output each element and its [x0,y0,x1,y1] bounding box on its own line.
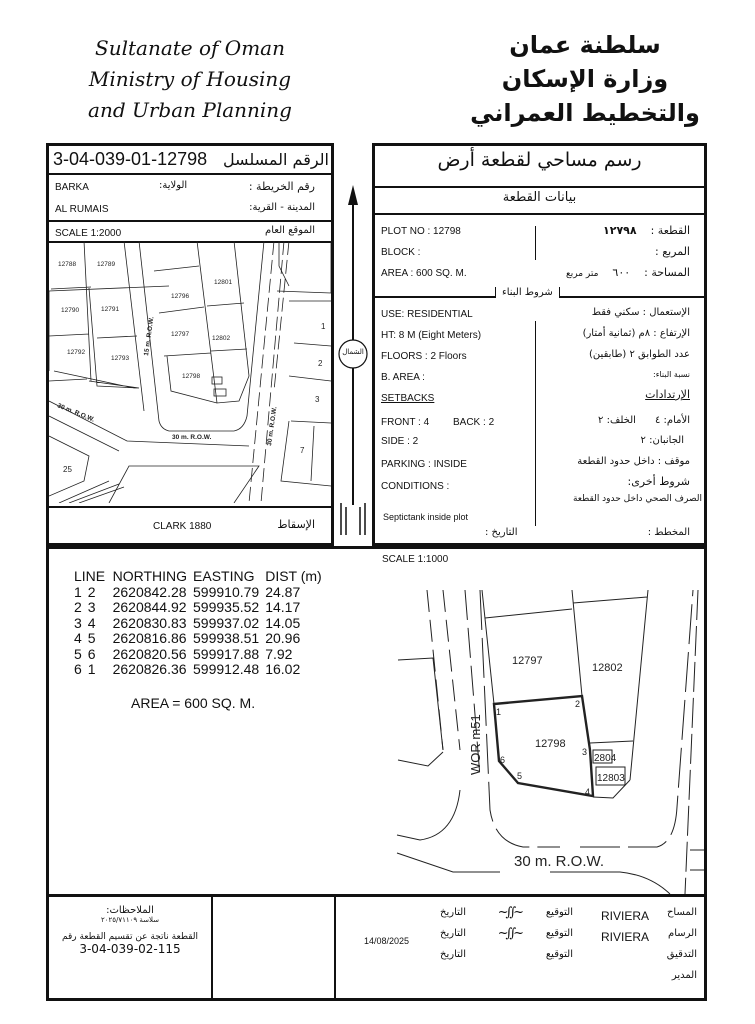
wilayat-label: الولاية: [159,180,188,191]
table-cell: 1 [74,583,82,600]
key-map-title: الموقع العام [265,225,315,236]
conditions: CONDITIONS : [381,481,450,492]
table-cell: 5 [87,630,96,646]
document-title: رسم مساحي لقطعة أرض [437,149,642,171]
ministry-name-ar [455,28,715,130]
point-label: 1 [496,707,502,717]
table-cell: 599917.88 [193,645,260,662]
table-cell: 5 [74,645,82,662]
plot-label: 1 [321,322,326,331]
value: ٦٠٠ [612,266,631,279]
road-label: 15 m. R.O.W. [143,316,156,357]
plot-info-panel [372,143,707,546]
plot-label: 12802 [592,662,623,674]
table-cell: 4 [74,630,82,646]
table-cell: 599912.48 [193,661,260,677]
header-line: وزارة الإسكان [501,65,669,93]
plot-label: 12801 [214,279,233,286]
road-label: 30 m. R.O.W. [514,853,605,870]
coordinates-table [71,569,325,678]
footer-panel [46,894,707,1001]
table-cell: 24.87 [265,583,301,600]
projection-value: CLARK 1880 [153,521,212,532]
key-map-scale: SCALE 1:2000 [55,228,122,239]
date-value: 14/08/2025 [363,936,409,946]
table-cell: 2620842.28 [112,583,187,600]
village-value: AL RUMAIS [55,204,109,215]
plot-map-labels [468,655,625,870]
table-cell: 2620830.83 [112,614,187,631]
notes-plot-number: 3-04-039-02-115 [79,942,181,956]
signature-row [339,907,701,928]
height-ar: الإرتفاع : ٨م (ثمانية أمتار) [582,328,690,339]
block-label-ar: المربع : [655,245,690,258]
septic-en: Septictank inside plot [383,512,469,522]
signature-label: التوقيع [545,907,573,918]
label: المساحة : [644,266,690,279]
table-cell: 599935.52 [193,599,260,615]
ministry-name-en [60,33,320,126]
table-row [71,600,325,616]
parking: PARKING : INSIDE [381,459,467,470]
front-setback: FRONT : 4 [381,417,430,428]
plot-label: 12798 [535,738,566,750]
point-label: 3 [582,747,588,757]
signature-row [339,970,701,991]
table-cell: 2 [74,599,82,615]
height: HT: 8 M (Eight Meters) [381,330,482,341]
table-cell: 1 [87,661,96,677]
serial-number [53,149,329,170]
signature-label: التوقيع [545,949,573,960]
side-setback: SIDE : 2 [381,436,419,447]
table-cell: 6 [87,645,96,662]
table-cell: 6 [74,661,82,677]
plot-area: AREA : 600 SQ. M. [381,268,467,279]
plot-number-ar [603,224,690,237]
point-label: 2 [575,699,581,709]
signature-row [339,928,701,949]
plot-map [380,550,704,894]
septic-ar: الصرف الصحي داخل حدود القطعة [572,494,702,504]
column-header: LINE [74,568,106,584]
plot-label: 2 [318,359,323,368]
plot-label: 12788 [58,261,77,268]
serial-value: 3-04-039-01-12798 [53,149,208,169]
table-cell: 14.05 [265,614,301,631]
notes-label: الملاحظات: [106,905,154,916]
table-cell: 3 [74,614,82,631]
table-cell: 20.96 [265,630,301,646]
road-label: 30 m. R.O.W. [266,406,279,447]
plot-label: 12791 [101,306,120,313]
table-cell: 2620816.86 [112,630,187,646]
front: الأمام: ٤ [655,415,690,426]
header-line: سلطنة عمان [509,31,661,59]
header-line: والتخطيط العمراني [470,99,700,127]
plot-label: 12802 [212,335,231,342]
table-row [71,616,325,632]
use: USE: RESIDENTIAL [381,309,473,320]
plot-label: 12790 [61,307,80,314]
front-back-ar [598,415,690,426]
notes [49,905,211,956]
name-value: RIVIERA [600,930,649,944]
setbacks-heading: SETBACKS [381,393,435,404]
column-header: NORTHING [112,568,188,584]
road-label: WOR m51 [468,714,483,775]
plot-label: 12797 [512,655,543,667]
building-area-ar: نسبة البناء: [653,370,690,379]
projection-label: الإسقاط [277,518,315,531]
header-line: and Urban Planning [88,98,292,122]
table-cell: 7.92 [265,645,293,662]
column-header: DIST (m) [265,568,322,584]
role-label: الرسام [668,928,697,939]
parking-ar: موقف : داخل حدود القطعة [577,456,690,467]
wilayat-value: BARKA [55,182,89,193]
notes-text: القطعة ناتجة عن تقسيم القطعة رقم [61,932,199,942]
total-area: AREA = 600 SQ. M. [131,695,256,711]
map-number-label: رقم الخريطة : [248,180,315,193]
north-label: الشمال [342,348,364,356]
building-area: B. AREA : [381,372,425,383]
back: الخلف: ٢ [598,415,636,426]
floors-ar: عدد الطوابق ٢ (طابقين) [589,349,690,360]
key-map-labels [56,261,326,474]
side-ar: الجانبان: ٢ [640,435,684,446]
area-ar [566,266,690,279]
role-label: المساح [666,907,697,918]
table-row [71,662,325,678]
signature-icon: ~∫∫~ [497,926,521,941]
plot-label: 12789 [97,261,116,268]
value: ١٢٧٩٨ [603,224,637,237]
point-label: 6 [500,755,506,765]
table-cell: 4 [87,614,96,631]
back-setback: BACK : 2 [453,417,495,428]
label: القطعة : [650,224,690,237]
header-line: Sultanate of Oman [95,36,285,60]
table-cell: 2620844.92 [112,599,187,615]
signatures [339,907,701,991]
plot-label: 12793 [111,355,130,362]
notes-ref: سلاسة ٢٠٢٥/٧١١٠٩ [100,916,160,924]
signature-icon: ~∫∫~ [497,905,521,920]
table-header [71,569,325,585]
plot-data-heading: بيانات القطعة [502,190,577,205]
table-cell: 2 [87,583,96,600]
other-conditions-ar: شروط أخرى: [627,475,690,488]
table-cell: 14.17 [265,599,301,615]
table-row [71,585,325,601]
plot-label: 12796 [171,293,190,300]
role-label: التدقيق [666,949,697,960]
plot-map-scale: SCALE 1:1000 [382,554,449,565]
planner-label: المخطط : [647,527,690,538]
block-label: BLOCK : [381,247,421,258]
date-label: التاريخ [440,907,466,918]
serial-label: الرقم المسلسل [222,150,329,169]
table-cell: 599910.79 [193,583,260,600]
date-label: التاريخ : [485,527,518,538]
village-label: المدينة - القرية: [249,202,315,213]
date-label: التاريخ [440,928,466,939]
unit: متر مربع [565,269,599,279]
table-cell: 16.02 [265,661,301,677]
road-label: 30 m. R.O.W. [172,434,212,441]
key-map [49,241,331,503]
use-ar: الإستعمال : سكني فقط [591,307,690,318]
floors: FLOORS : 2 Floors [381,351,467,362]
table-cell: 2620820.56 [112,645,187,662]
role-label: المدير [671,970,697,981]
table-cell: 3 [87,599,96,615]
plot-label: 12797 [171,331,190,338]
plot-label: 7 [300,446,305,455]
table-row [71,631,325,647]
table-cell: 599937.02 [193,614,260,631]
table-row [71,647,325,663]
header-line: Ministry of Housing [88,67,292,91]
plot-label: 25 [63,465,72,474]
plot-label: 12792 [67,349,86,356]
plot-label: 3 [315,395,320,404]
point-label: 5 [517,771,523,781]
building-conditions-heading: شروط البناء [495,287,560,298]
plot-label: 2804 [594,753,617,764]
key-map-lines [49,241,331,503]
name-value: RIVIERA [600,909,649,923]
date-label: التاريخ [440,949,466,960]
signature-label: التوقيع [545,928,573,939]
plot-label: 12803 [597,773,625,784]
column-header: EASTING [193,568,255,584]
point-label: 4 [585,787,591,797]
table-cell: 2620826.36 [112,661,187,677]
signature-row [339,949,701,970]
plot-label: 12798 [182,373,201,380]
table-cell: 599938.51 [193,630,260,646]
plot-number: PLOT NO : 12798 [381,226,461,237]
road-label: 30 m. R.O.W. [56,402,96,424]
north-arrow-icon [336,185,370,540]
setbacks-heading-ar: الإرتدادات [645,388,690,401]
